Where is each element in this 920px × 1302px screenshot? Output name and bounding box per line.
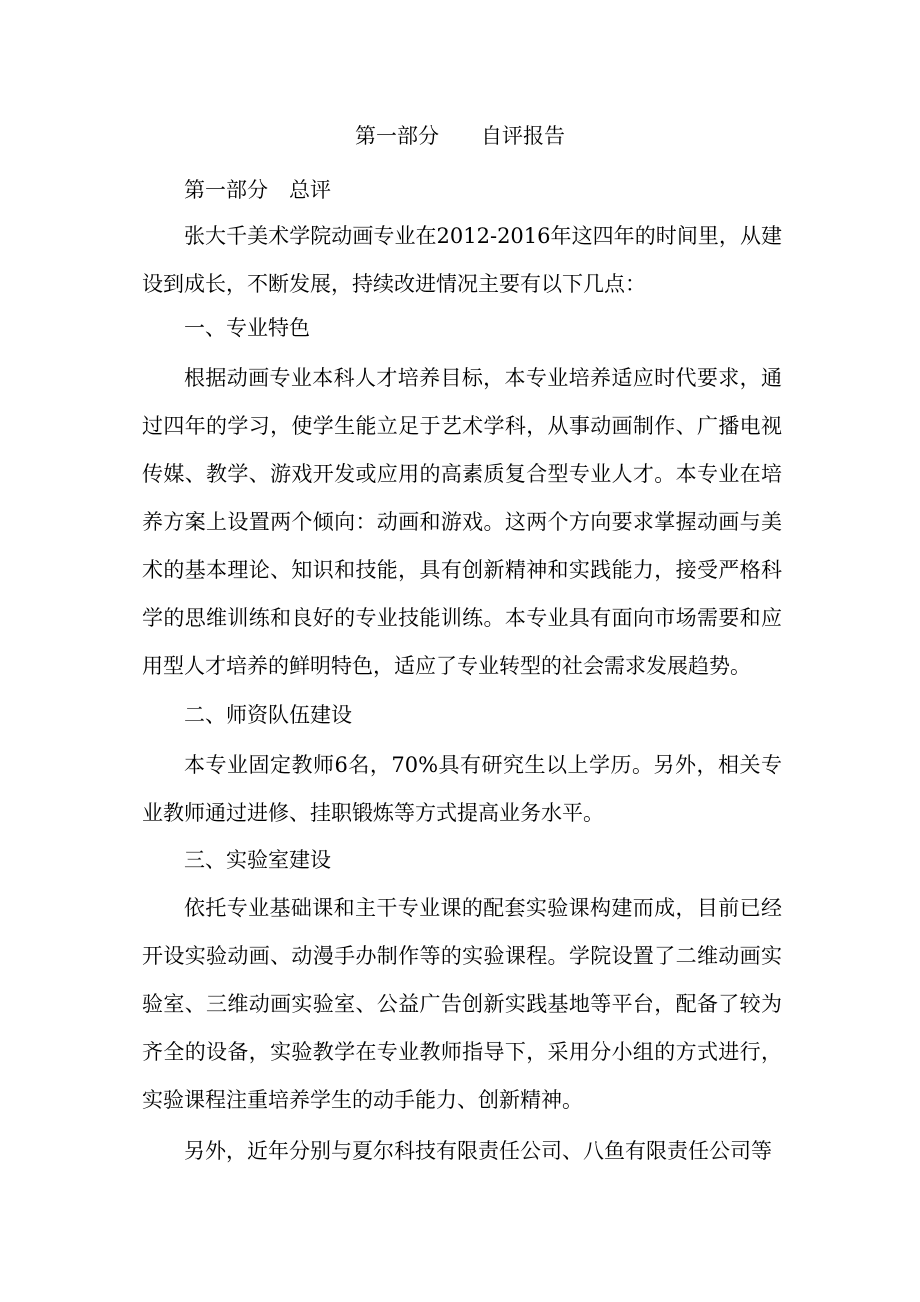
paragraph-cooperation: 另外，近年分别与夏尔科技有限责任公司、八鱼有限责任公司等 (184, 1139, 772, 1163)
paragraph-faculty: 本专业固定教师6名，70%具有研究生以上学历。另外，相关专业教师通过进修、挂职锻炼等方式提高业务水平。 (142, 753, 782, 825)
section-heading: 第一部分 总评 (184, 178, 331, 202)
document-title: 第一部分 自评报告 (355, 124, 565, 148)
heading-specialty-features: 一、专业特色 (184, 316, 310, 340)
heading-laboratory: 三、实验室建设 (184, 848, 331, 872)
paragraph-laboratory: 依托专业基础课和主干专业课的配套实验课构建而成，目前已经开设实验动画、动漫手办制作等的实验课程。学院设置了二维动画实验室、三维动画实验室、公益广告创新实践基地等平台，配备了较为齐全的设备，实验教学在专业教师指导下，采用分小组的方式进行，实验课程注重培养学生的动手能力、创新精神。 (142, 896, 782, 1112)
intro-paragraph: 张大千美术学院动画专业在2012-2016年这四年的时间里，从建设到成长，不断发展，持续改进情况主要有以下几点： (142, 224, 782, 296)
heading-faculty: 二、师资队伍建设 (184, 703, 352, 727)
paragraph-specialty-features: 根据动画专业本科人才培养目标，本专业培养适应时代要求，通过四年的学习，使学生能立足于艺术学科，从事动画制作、广播电视传媒、教学、游戏开发或应用的高素质复合型专业人才。本专业在培养方案上设置两个倾向：动画和游戏。这两个方向要求掌握动画与美术的基本理论、知识和技能，具有创新精神和实践能力，接受严格科学的思维训练和良好的专业技能训练。本专业具有面向市场需要和应用型人才培养的鲜明特色，适应了专业转型的社会需求发展趋势。 (142, 366, 782, 678)
